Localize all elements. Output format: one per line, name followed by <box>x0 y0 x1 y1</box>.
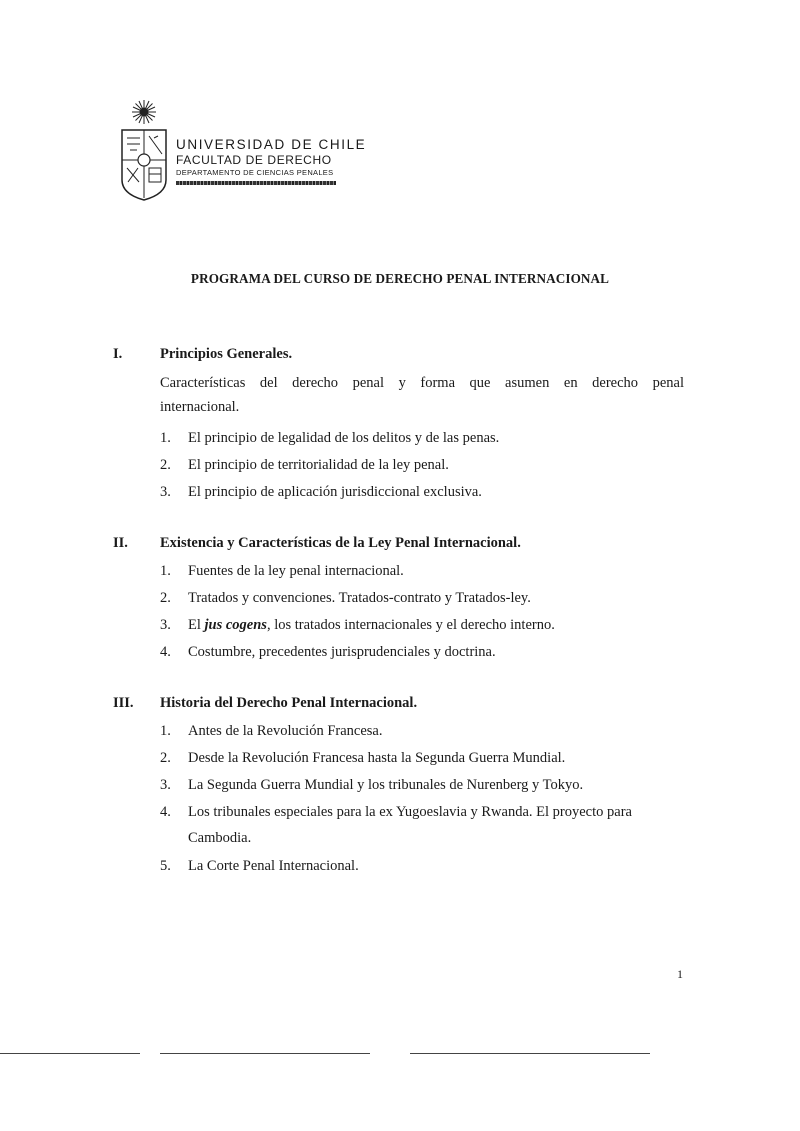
item-number: 2. <box>160 590 171 606</box>
section-number: I. <box>113 346 123 362</box>
department-name: DEPARTAMENTO DE CIENCIAS PENALES <box>176 168 334 177</box>
item-number: 1. <box>160 723 171 739</box>
item-text: Antes de la Revolución Francesa. <box>188 723 383 739</box>
section-heading: Existencia y Características de la Ley Penal Internacional. <box>160 535 521 551</box>
item-text <box>188 612 684 638</box>
item-text: El principio de aplicación jurisdiccional exclusiva. <box>188 484 482 500</box>
header-rule <box>176 181 336 185</box>
item-text: Desde la Revolución Francesa hasta la Segunda Guerra Mundial. <box>188 750 566 766</box>
section-number: III. <box>113 695 134 711</box>
university-seal-logo <box>118 98 170 202</box>
item-number: 4. <box>160 644 171 660</box>
item-text-pre: El <box>188 617 205 633</box>
faculty-name: FACULTAD DE DERECHO <box>176 153 332 167</box>
item-text: La Corte Penal Internacional. <box>188 858 359 874</box>
item-number: 5. <box>160 858 171 874</box>
page-title: PROGRAMA DEL CURSO DE DERECHO PENAL INTERNACIONAL <box>190 271 610 286</box>
institution-header <box>176 136 366 185</box>
section-intro-cont: internacional. <box>160 399 240 415</box>
section-heading: Historia del Derecho Penal Internacional. <box>160 695 418 711</box>
university-name: UNIVERSIDAD DE CHILE <box>176 137 367 152</box>
scan-edge-line <box>410 1053 650 1054</box>
item-text: La Segunda Guerra Mundial y los tribunales de Nurenberg y Tokyo. <box>188 777 584 793</box>
scan-edge-line <box>160 1053 370 1054</box>
item-text: Los tribunales especiales para la ex Yugoeslavia y Rwanda. El proyecto para Cambodia. <box>188 804 632 846</box>
page-number: 1 <box>677 967 683 981</box>
section-intro: Características del derecho penal y forma que asumen en derecho penal <box>160 375 684 391</box>
item-text-post: , los tratados internacionales y el derecho interno. <box>266 617 555 633</box>
item-number: 3. <box>160 484 171 500</box>
section-number: II. <box>113 535 128 551</box>
item-number: 1. <box>160 430 171 446</box>
section-heading: Principios Generales. <box>160 346 293 362</box>
item-number: 3. <box>160 617 171 633</box>
item-text-emphasis: jus cogens <box>204 617 267 633</box>
item-number: 1. <box>160 563 171 579</box>
item-text: Costumbre, precedentes jurisprudenciales y doctrina. <box>188 644 496 660</box>
scan-edge-line <box>0 1053 140 1054</box>
item-text: El principio de legalidad de los delitos y de las penas. <box>188 430 500 446</box>
item-number: 2. <box>160 750 171 766</box>
item-text: Fuentes de la ley penal internacional. <box>188 563 404 579</box>
item-number: 4. <box>160 804 171 820</box>
item-text: Tratados y convenciones. Tratados-contrato y Tratados-ley. <box>188 590 531 606</box>
item-number: 2. <box>160 457 171 473</box>
item-number: 3. <box>160 777 171 793</box>
item-text: El principio de territorialidad de la ley penal. <box>188 457 449 473</box>
